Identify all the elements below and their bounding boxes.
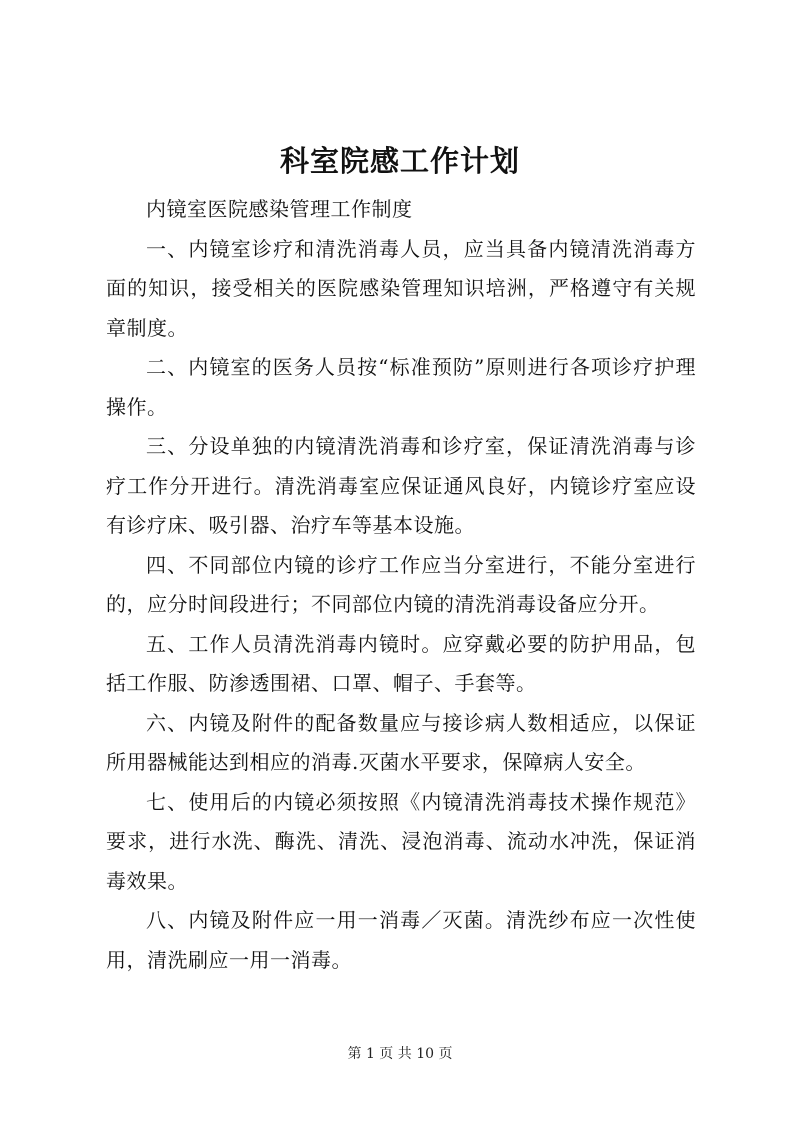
paragraph-item-2: 二、内镜室的医务人员按“标准预防”原则进行各项诊疗护理操作。 [106, 355, 696, 419]
paragraph-item-3: 三、分设单独的内镜清洗消毒和诊疗室，保证清洗消毒与诊疗工作分开进行。清洗消毒室应保证通风良好，内镜诊疗室应设有诊疗床、吸引器、治疗车等基本设施。 [106, 434, 696, 537]
paragraph-item-5: 五、工作人员清洗消毒内镜时。应穿戴必要的防护用品，包括工作服、防渗透围裙、口罩、帽子、手套等。 [106, 631, 696, 695]
document-body [106, 190, 696, 980]
paragraph-item-1: 一、内镜室诊疗和清洗消毒人员，应当具备内镜清洗消毒方面的知识，接受相关的医院感染管理知识培洲，严格遵守有关规章制度。 [106, 236, 696, 340]
document-title: 科室院感工作计划 [279, 144, 520, 178]
paragraph-heading: 内镜室医院感染管理工作制度 [146, 197, 413, 221]
paragraph-item-8: 八、内镜及附件应一用一消毒／灭菌。清洗纱布应一次性使用，清洗刷应一用一消毒。 [106, 908, 696, 972]
paragraph-item-6: 六、内镜及附件的配备数量应与接诊病人数相适应，以保证所用器械能达到相应的消毒.灭菌水平要求，保障病人安全。 [106, 710, 696, 774]
paragraph-item-4: 四、不同部位内镜的诊疗工作应当分室进行，不能分室进行的，应分时间段进行；不同部位内镜的清洗消毒设备应分开。 [106, 552, 696, 616]
page-number-footer: 第 1 页 共 10 页 [347, 1046, 453, 1062]
paragraph-item-7: 七、使用后的内镜必须按照《内镜清洗消毒技术操作规范》要求，进行水洗、酶洗、清洗、浸泡消毒、流动水冲洗，保证消毒效果。 [106, 789, 696, 893]
